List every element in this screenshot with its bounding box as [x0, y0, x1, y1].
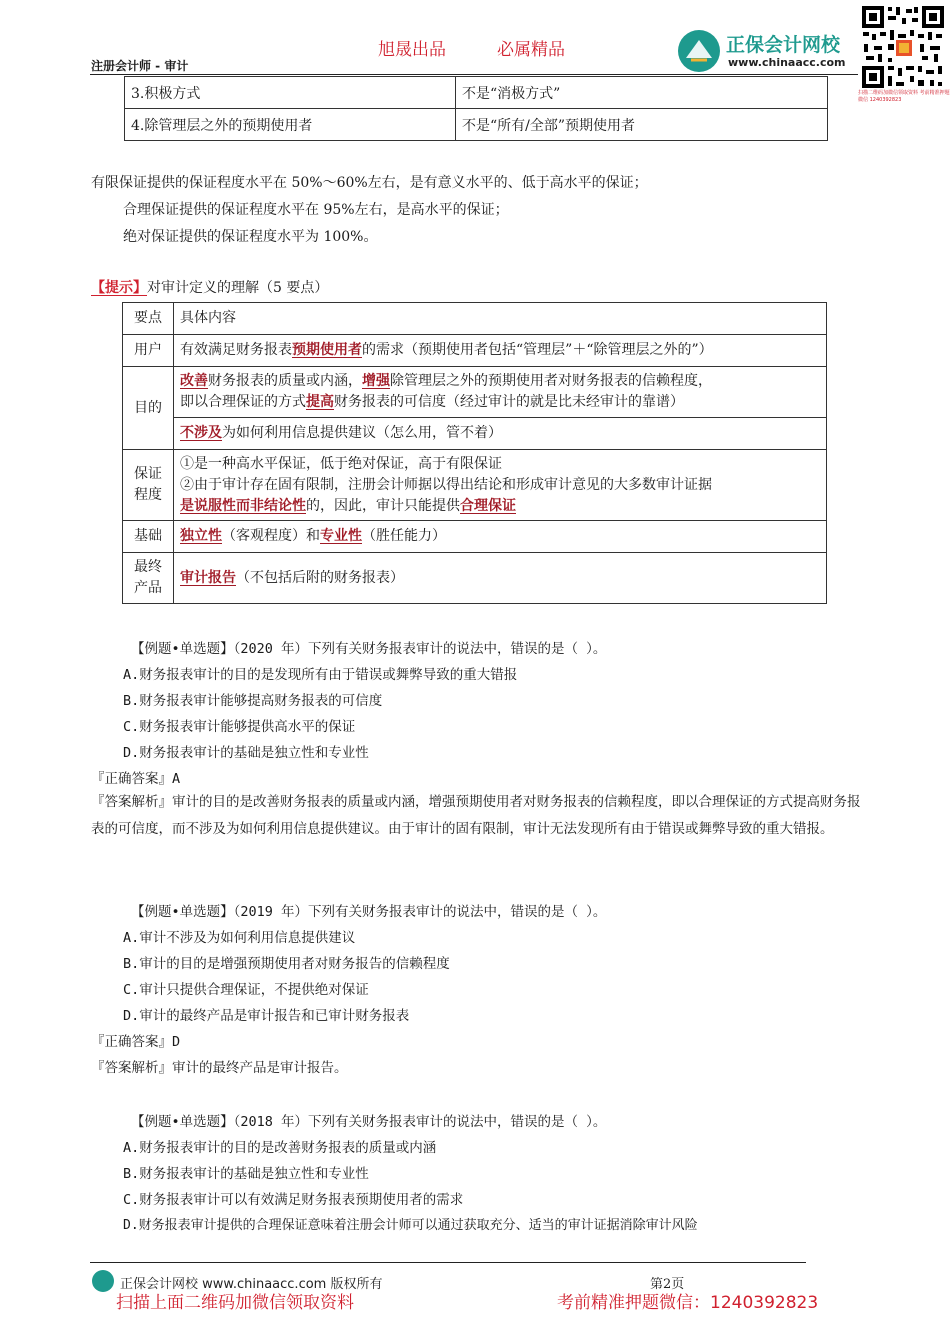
- logo-emblem-icon: [678, 30, 720, 72]
- highlight-text: 审计报告: [180, 569, 236, 586]
- answer-explanation: 『答案解析』审计的目的是改善财务报表的质量或内涵，增强预期使用者对财务报表的信赖程度，即以合理保证的方式提高财务报表的可信度，而不涉及为如何利用信息提供建议。由于审计的固有限制，审计无法发现所有由于错误或舞弊导致的重大错报。: [91, 794, 861, 837]
- table-cell: 4.除管理层之外的预期使用者: [125, 109, 456, 141]
- row-key-product: [123, 553, 174, 604]
- row-key-assurance: [123, 450, 174, 521]
- table-cell: 3.积极方式: [125, 77, 456, 109]
- text-segment: 有效满足财务报表: [180, 342, 292, 358]
- row-content-purpose: [174, 367, 827, 418]
- text-segment: ②由于审计存在固有限制，注册会计师据以得出结论和形成审计意见的大多数审计证据: [180, 476, 712, 493]
- tip-heading: [91, 277, 328, 297]
- table-row: [123, 335, 827, 367]
- question-stem: 【例题•单选题】（2018 年）下列有关财务报表审计的说法中，错误的是（ ）。: [131, 1114, 607, 1130]
- text-segment: ①是一种高水平保证，低于绝对保证，高于有限保证: [180, 455, 502, 472]
- table-cell: 不是“所有/全部”预期使用者: [456, 109, 828, 141]
- text-segment: 程度: [134, 487, 162, 503]
- text-segment: 即以合理保证的方式: [180, 394, 306, 410]
- highlight-text: 不涉及: [180, 425, 222, 441]
- table-row: [123, 367, 827, 418]
- question-option: B.审计的目的是增强预期使用者对财务报告的信赖程度: [123, 956, 450, 972]
- header-subject: 注册会计师 - 审计: [91, 59, 189, 73]
- correct-answer: 『正确答案』A: [91, 771, 181, 787]
- row-key-user: 用户: [123, 335, 174, 367]
- text-segment: 的需求（预期使用者包括“管理层”＋“除管理层之外的”）: [362, 342, 713, 358]
- table-cell: 不是“消极方式”: [456, 77, 828, 109]
- table-header-row: [123, 303, 827, 335]
- question-option: C.财务报表审计可以有效满足财务报表预期使用者的需求: [123, 1192, 464, 1208]
- highlight-text: 专业性: [320, 528, 362, 544]
- question-option: D.财务报表审计提供的合理保证意味着注册会计师可以通过获取充分、适当的审计证据消除审计风险: [123, 1218, 698, 1233]
- table-row: [123, 418, 827, 450]
- table-row: [123, 553, 827, 604]
- header-slogan-right: 必属精品: [497, 40, 565, 60]
- text-segment: 保证: [134, 466, 162, 482]
- qr-caption: 扫描二维码加微信领取资料 考前精准押题微信 1240392823: [858, 90, 950, 103]
- column-header-content: 具体内容: [174, 303, 827, 335]
- assurance-limited-text: 有限保证提供的保证程度水平在 50%～60%左右，是有意义水平的、低于高水平的保证；: [91, 175, 648, 191]
- header-slogan-left: 旭晟出品: [378, 40, 446, 60]
- assurance-reasonable-text: 合理保证提供的保证程度水平在 95%左右，是高水平的保证；: [123, 202, 509, 218]
- footer-divider: [90, 1262, 806, 1263]
- question-option: B.财务报表审计能够提高财务报表的可信度: [123, 693, 383, 709]
- question-option: D.财务报表审计的基础是独立性和专业性: [123, 745, 369, 761]
- question-option: A.审计不涉及为如何利用信息提供建议: [123, 930, 356, 946]
- table-row: [125, 109, 828, 141]
- text-segment: 产品: [134, 580, 162, 596]
- row-content-assurance: [174, 450, 827, 521]
- text-segment: 除管理层之外的预期使用者对财务报表的信赖程度，: [390, 373, 712, 389]
- text-segment: 财务报表的可信度（经过审计的就是比未经审计的靠谱）: [334, 394, 684, 410]
- correct-answer: 『正确答案』D: [91, 1034, 181, 1050]
- question-stem: 【例题•单选题】（2019 年）下列有关财务报表审计的说法中，错误的是（ ）。: [131, 904, 607, 920]
- tip-title: 对审计定义的理解（5 要点）: [147, 280, 329, 296]
- header-divider: [90, 74, 858, 75]
- row-content-user: [174, 335, 827, 367]
- text-segment: （客观程度）和: [222, 528, 320, 544]
- row-content-basis: [174, 521, 827, 553]
- column-header-key: 要点: [123, 303, 174, 335]
- text-segment: 的，因此，审计只能提供: [306, 497, 460, 514]
- row-content-product: [174, 553, 827, 604]
- footer-promo-right: 考前精准押题微信：1240392823: [557, 1293, 819, 1313]
- question-option: D.审计的最终产品是审计报告和已审计财务报表: [123, 1008, 410, 1024]
- table-row: [123, 521, 827, 553]
- row-content-purpose-advice: [174, 418, 827, 450]
- page-number: 第2页: [650, 1277, 685, 1292]
- highlight-text: 提高: [306, 394, 334, 410]
- question-option: C.审计只提供合理保证，不提供绝对保证: [123, 982, 369, 998]
- highlight-text: 增强: [362, 373, 390, 389]
- row-key-purpose: 目的: [123, 367, 174, 450]
- highlight-text: 合理保证: [460, 497, 516, 514]
- answer-explanation: 『答案解析』审计的最终产品是审计报告。: [91, 1060, 348, 1076]
- footer-copyright: 正保会计网校 www.chinaacc.com 版权所有: [120, 1277, 383, 1292]
- text-segment: （胜任能力）: [362, 528, 446, 544]
- assurance-absolute-text: 绝对保证提供的保证程度水平为 100%。: [123, 229, 378, 245]
- highlight-text: 预期使用者: [292, 342, 362, 358]
- question-option: B.财务报表审计的基础是独立性和专业性: [123, 1166, 369, 1182]
- approach-table: [124, 76, 828, 141]
- question-option: C.财务报表审计能够提供高水平的保证: [123, 719, 356, 735]
- tip-label: 【提示】: [91, 280, 147, 296]
- question-stem: 【例题•单选题】（2020 年）下列有关财务报表审计的说法中，错误的是（ ）。: [131, 641, 607, 657]
- table-row: [123, 450, 827, 521]
- highlight-text: 是说服性而非结论性: [180, 497, 306, 514]
- brand-logo: [678, 28, 858, 74]
- text-segment: 为如何利用信息提供建议（怎么用，管不着）: [222, 425, 502, 441]
- logo-url: www.chinaacc.com: [728, 56, 846, 69]
- logo-name: 正保会计网校: [726, 34, 841, 56]
- table-row: [125, 77, 828, 109]
- row-key-basis: 基础: [123, 521, 174, 553]
- text-segment: 最终: [134, 559, 162, 575]
- qr-code-icon: [860, 4, 946, 90]
- question-option: A.财务报表审计的目的是改善财务报表的质量或内涵: [123, 1140, 437, 1156]
- footer-logo-icon: [92, 1270, 114, 1292]
- question-option: A.财务报表审计的目的是发现所有由于错误或舞弊导致的重大错报: [123, 667, 518, 683]
- highlight-text: 独立性: [180, 528, 222, 544]
- footer-promo-left: 扫描上面二维码加微信领取资料: [116, 1293, 354, 1313]
- text-segment: 财务报表的质量或内涵，: [208, 373, 362, 389]
- text-segment: （不包括后附的财务报表）: [236, 569, 404, 586]
- audit-definition-table: [122, 302, 827, 604]
- highlight-text: 改善: [180, 373, 208, 389]
